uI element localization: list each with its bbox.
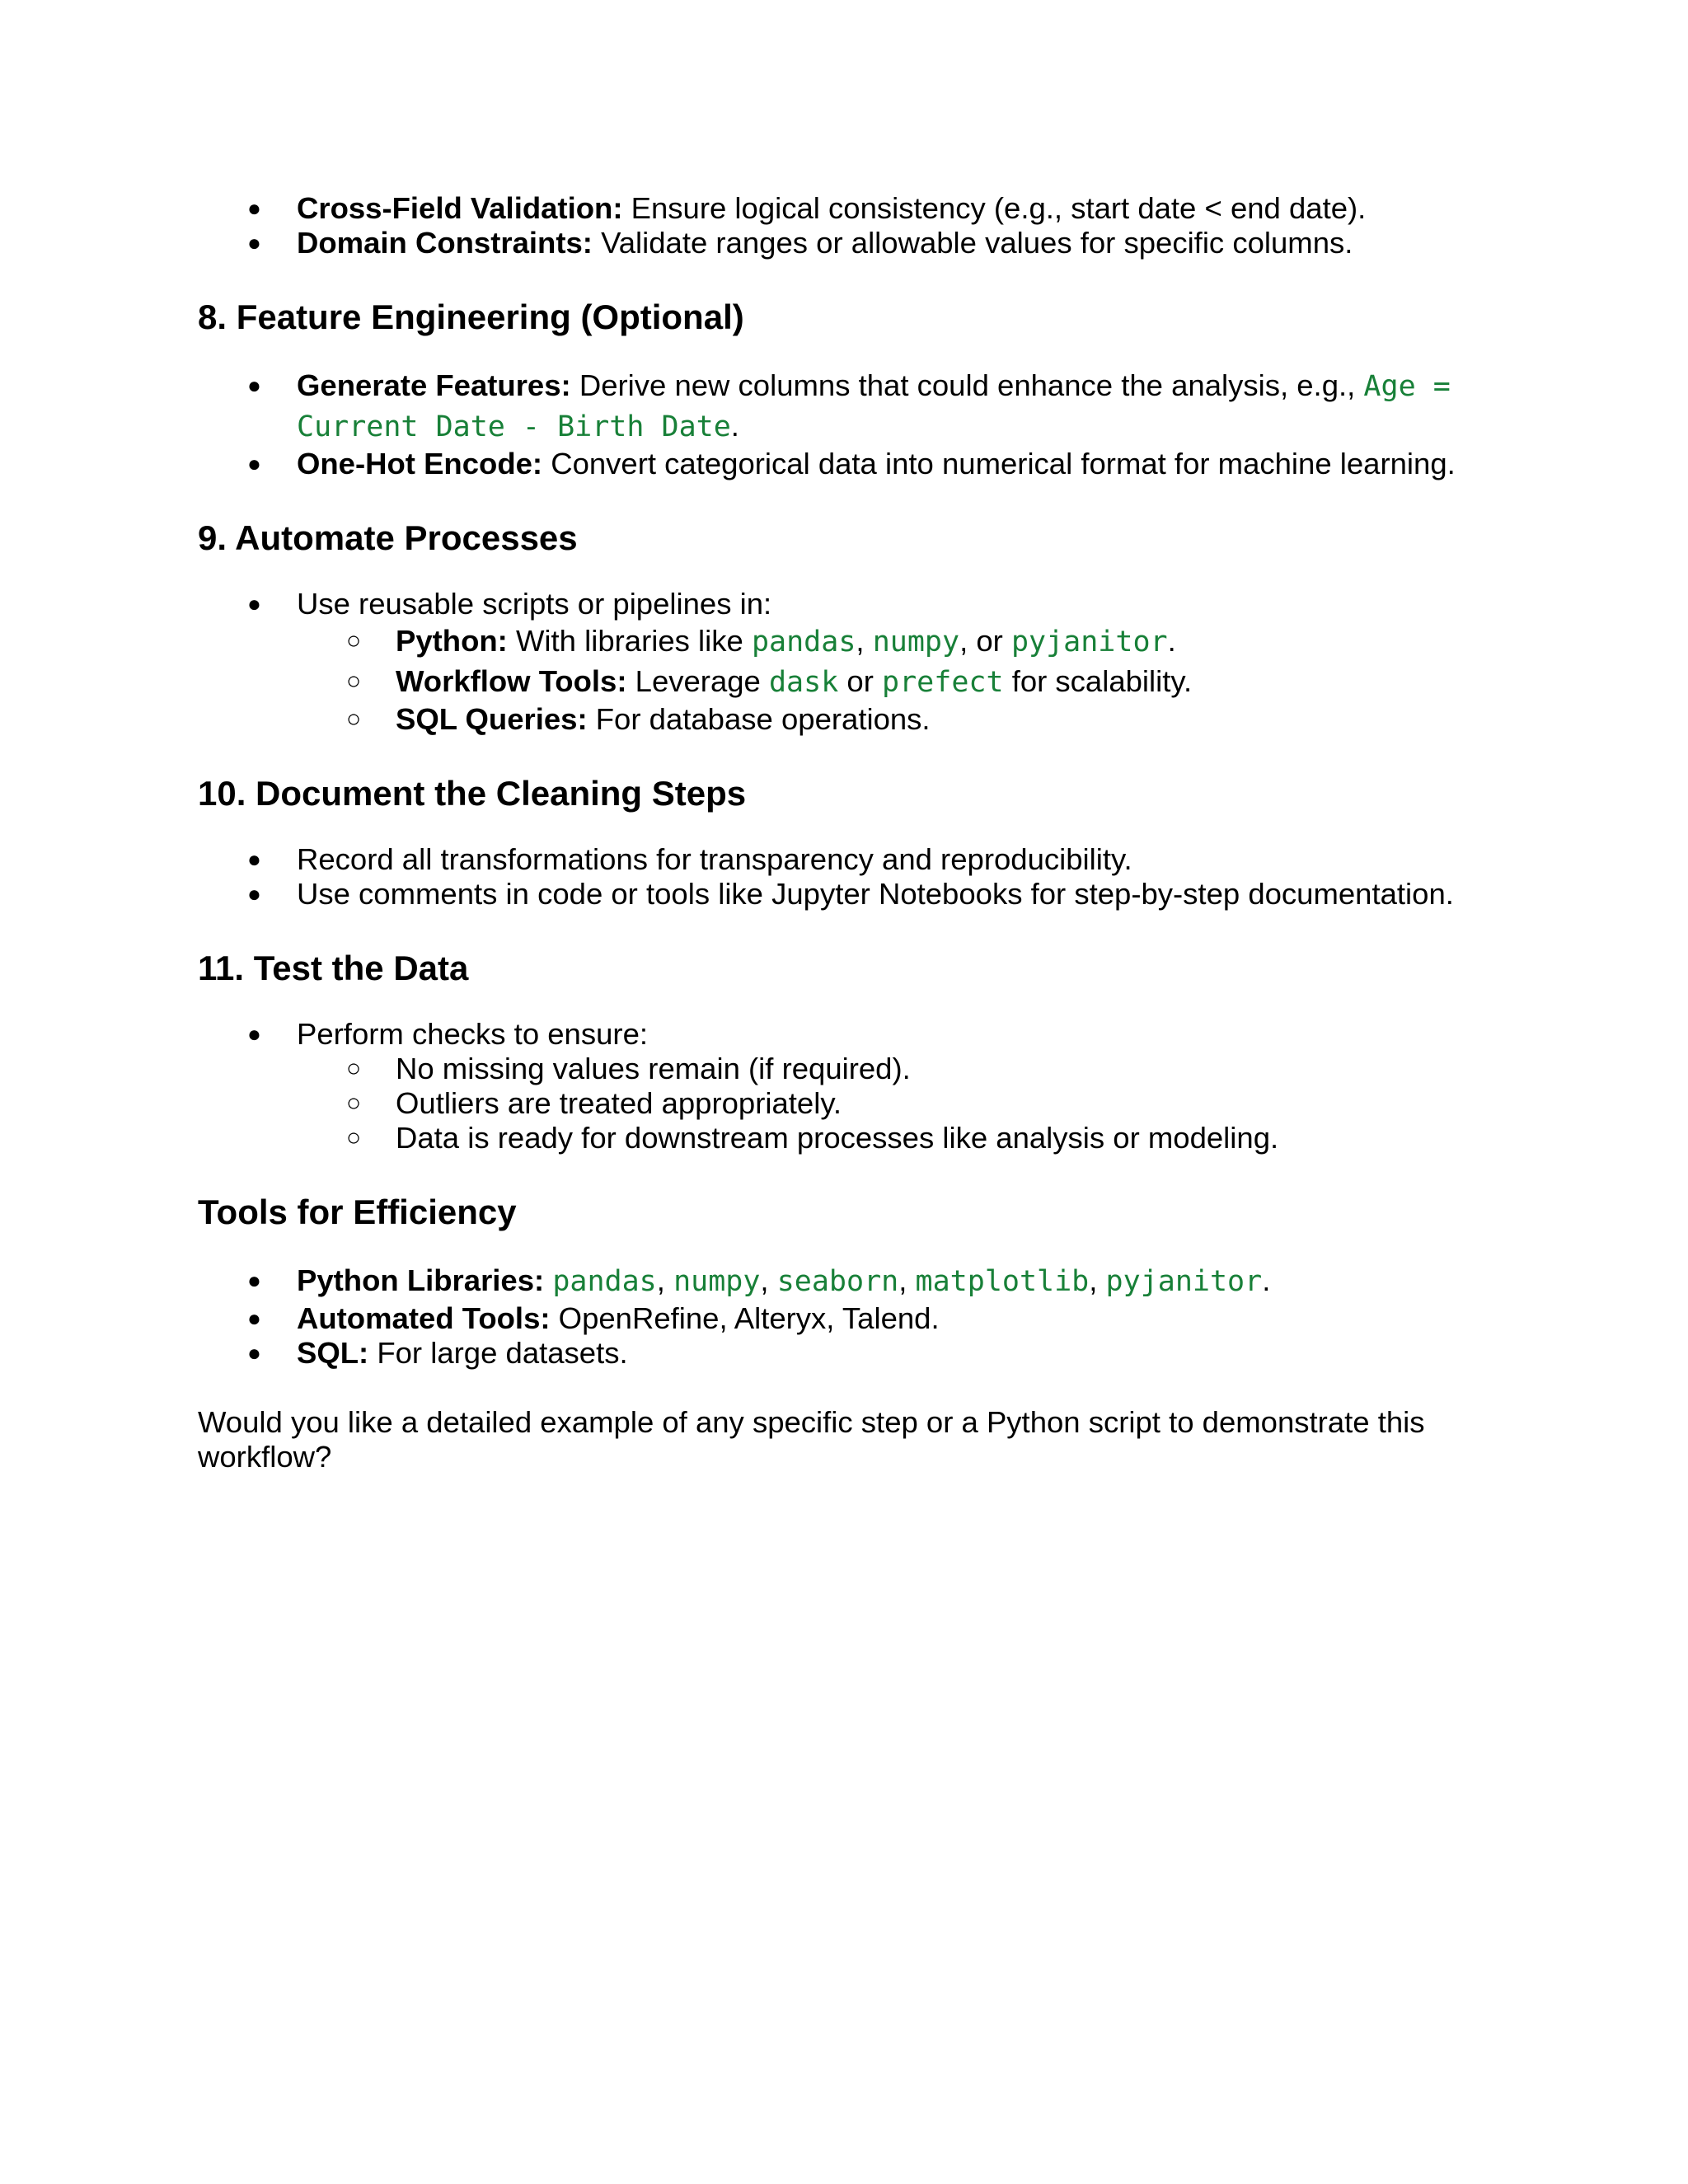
punctuation: .	[1262, 1263, 1271, 1297]
item-text: With libraries like	[507, 624, 752, 658]
punctuation: ,	[898, 1263, 916, 1297]
section-heading: 11. Test the Data	[198, 949, 469, 987]
item-label: Workflow Tools:	[396, 664, 627, 698]
punctuation: ,	[760, 1263, 777, 1297]
item-text: Ensure logical consistency (e.g., start date < end date).	[622, 191, 1367, 225]
punctuation: .	[1167, 624, 1176, 658]
sub-list-item	[396, 621, 1500, 662]
list-item	[198, 1301, 1500, 1336]
sub-list-item: ○ Data is ready for downstream processes like analysis or modeling.	[396, 1121, 1500, 1155]
item-label: Domain Constraints:	[297, 226, 593, 260]
sub-list-item	[396, 702, 1500, 737]
inline-code: dask	[768, 666, 839, 699]
punctuation: ,	[1089, 1263, 1106, 1297]
test-data-list	[198, 1017, 1500, 1052]
list-item: ● Use comments in code or tools like Jupyter Notebooks for step-by-step documentation.	[198, 877, 1500, 912]
list-item: ● Record all transformations for transparency and reproducibility.	[198, 842, 1500, 877]
inline-code: pandas	[751, 626, 856, 658]
inline-code: matplotlib	[915, 1265, 1090, 1298]
section-heading: 8. Feature Engineering (Optional)	[198, 298, 744, 336]
item-label: Python Libraries:	[297, 1263, 545, 1297]
inline-code: prefect	[882, 666, 1004, 699]
section-heading: Tools for Efficiency	[198, 1193, 517, 1231]
inline-code: Age = Current Date - Birth Date	[297, 370, 1451, 443]
inline-code: numpy	[673, 1265, 761, 1298]
list-item	[198, 1261, 1500, 1301]
inline-code: pandas	[552, 1265, 657, 1298]
item-text: For large datasets.	[368, 1336, 628, 1370]
item-text: Derive new columns that could enhance the analysis, e.g.,	[570, 368, 1364, 402]
document-page	[198, 191, 1500, 1474]
list-item	[198, 191, 1500, 226]
punctuation: ,	[856, 624, 873, 658]
inline-code: numpy	[872, 626, 960, 658]
item-label: Generate Features:	[297, 368, 571, 402]
sub-list-item	[396, 662, 1500, 702]
test-data-sub-list	[396, 1052, 1500, 1155]
punctuation: ,	[656, 1263, 674, 1297]
section-heading: 10. Document the Cleaning Steps	[198, 774, 747, 813]
item-label: Python:	[396, 624, 508, 658]
item-text: Validate ranges or allowable values for specific columns.	[592, 226, 1353, 260]
item-text: Leverage	[626, 664, 769, 698]
list-item	[198, 226, 1500, 260]
document-steps-list	[198, 842, 1500, 912]
inline-code: seaborn	[776, 1265, 899, 1298]
closing-question: Would you like a detailed example of any specific step or a Python script to demonstrate this workflow?	[198, 1405, 1425, 1474]
inline-code: pyjanitor	[1010, 626, 1168, 658]
automate-list	[198, 587, 1500, 621]
punctuation: or	[838, 664, 883, 698]
punctuation: , or	[959, 624, 1011, 658]
item-label: SQL Queries:	[396, 702, 588, 736]
item-text: Use reusable scripts or pipelines in:	[297, 587, 772, 621]
item-label: One-Hot Encode:	[297, 447, 543, 480]
item-text: for scalability.	[1003, 664, 1193, 698]
section-heading: 9. Automate Processes	[198, 518, 578, 557]
sub-list-item: ○ Outliers are treated appropriately.	[396, 1086, 1500, 1121]
inline-code: pyjanitor	[1105, 1265, 1263, 1298]
item-label: Cross-Field Validation:	[297, 191, 623, 225]
automate-sub-list	[396, 621, 1500, 737]
list-item	[198, 366, 1500, 447]
tools-list	[198, 1261, 1500, 1371]
item-label: SQL:	[297, 1336, 369, 1370]
validation-list	[198, 191, 1500, 260]
item-label: Automated Tools:	[297, 1301, 551, 1335]
punctuation: .	[730, 409, 739, 443]
item-text: For database operations.	[587, 702, 931, 736]
feature-engineering-list	[198, 366, 1500, 481]
sub-list-item: ○ No missing values remain (if required).	[396, 1052, 1500, 1086]
list-item	[198, 587, 1500, 621]
list-item	[198, 1336, 1500, 1371]
item-text: OpenRefine, Alteryx, Talend.	[550, 1301, 940, 1335]
list-item: ● Perform checks to ensure:	[198, 1017, 1500, 1052]
list-item	[198, 447, 1500, 481]
item-text: Convert categorical data into numerical format for machine learning.	[542, 447, 1456, 480]
punctuation	[544, 1263, 552, 1297]
